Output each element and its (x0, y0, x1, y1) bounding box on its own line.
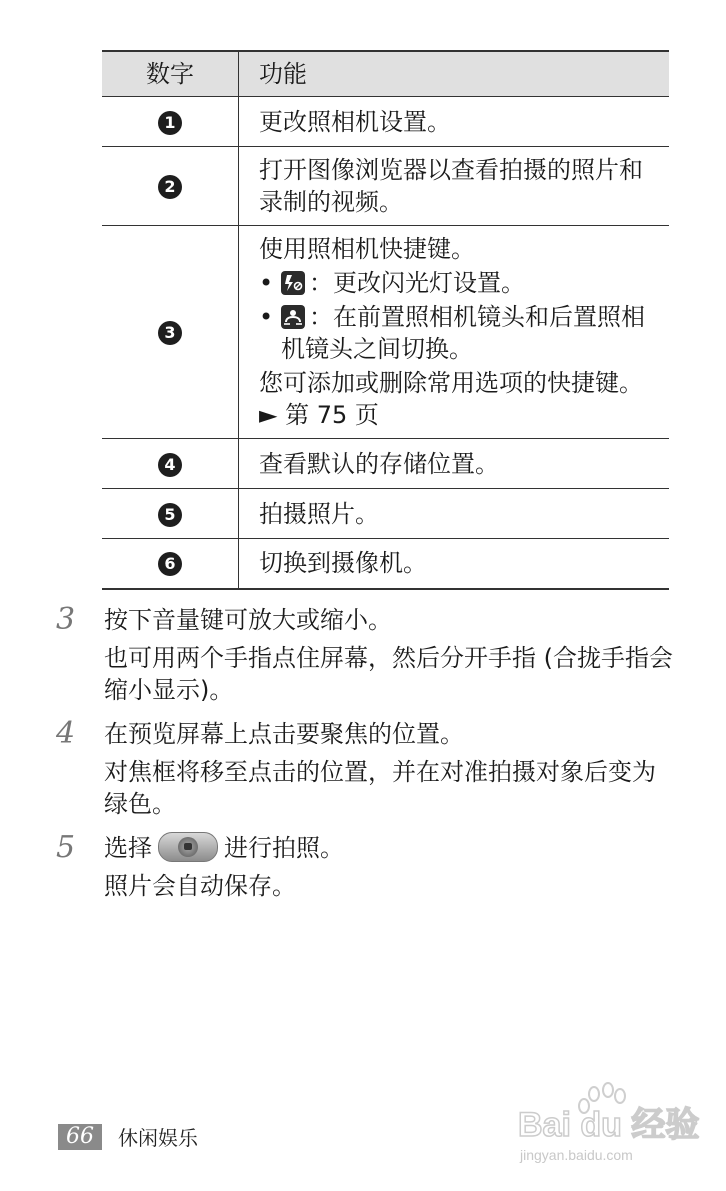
row-description: 打开图像浏览器以查看拍摄的照片和录制的视频。 (239, 147, 670, 226)
step-number: 5 (56, 830, 76, 865)
svg-text:jingyan.baidu.com: jingyan.baidu.com (520, 1147, 633, 1163)
step-number: 3 (56, 602, 76, 637)
shortcut-extra: 您可添加或删除常用选项的快捷键。 (259, 369, 643, 397)
bullet-item: • ：更改闪光灯设置。 (259, 269, 525, 297)
step-text-before: 选择 (104, 834, 152, 862)
number-badge: 2 (158, 175, 182, 199)
number-badge: 3 (158, 321, 182, 345)
flash-icon (281, 271, 305, 295)
number-badge: 6 (158, 552, 182, 576)
step-text: 在预览屏幕上点击要聚焦的位置。 (104, 720, 464, 748)
step-note: 也可用两个手指点住屏幕，然后分开手指 (合拢手指会缩小显示)。 (104, 644, 673, 704)
number-badge: 5 (158, 503, 182, 527)
page-footer (58, 1122, 198, 1151)
steps-list (56, 604, 676, 914)
step-text: 按下音量键可放大或缩小。 (104, 606, 392, 634)
step-item (56, 718, 676, 820)
table-row (102, 147, 669, 226)
table-row (102, 226, 669, 439)
step-item (56, 604, 676, 706)
page-number: 66 (58, 1124, 102, 1150)
step-note: 对焦框将移至点击的位置，并在对准拍摄对象后变为绿色。 (104, 758, 656, 818)
table-header-row (102, 51, 669, 97)
step-item (56, 832, 676, 902)
shortcut-intro: 使用照相机快捷键。 (259, 235, 475, 263)
row-description: 查看默认的存储位置。 (239, 439, 670, 489)
step-note: 照片会自动保存。 (104, 872, 296, 900)
number-badge: 1 (158, 111, 182, 135)
section-name: 休闲娱乐 (118, 1126, 198, 1150)
svg-text:Bai du 经验: Bai du 经验 (518, 1106, 700, 1144)
bullet-item: • ：在前置照相机镜头和后置照相机镜头之间切换。 (259, 303, 645, 363)
table-row (102, 97, 669, 147)
step-text-after: 进行拍照。 (224, 834, 344, 862)
row-description: 切换到摄像机。 (239, 539, 670, 589)
bullet-text: ：在前置照相机镜头和后置照相机镜头之间切换。 (281, 303, 645, 363)
page-reference: ► 第 75 页 (259, 401, 379, 429)
table-row (102, 439, 669, 489)
shutter-button-icon (158, 832, 218, 862)
number-badge: 4 (158, 453, 182, 477)
switch-camera-icon (281, 305, 305, 329)
row-description: 更改照相机设置。 (239, 97, 670, 147)
baidu-watermark-logo (516, 1078, 706, 1168)
header-number: 数字 (102, 51, 239, 97)
row-description: 拍摄照片。 (239, 489, 670, 539)
function-table (102, 50, 669, 590)
step-number: 4 (56, 716, 76, 751)
header-function: 功能 (239, 51, 670, 97)
bullet-text: ：更改闪光灯设置。 (309, 269, 525, 297)
table-row (102, 489, 669, 539)
table-row (102, 539, 669, 589)
